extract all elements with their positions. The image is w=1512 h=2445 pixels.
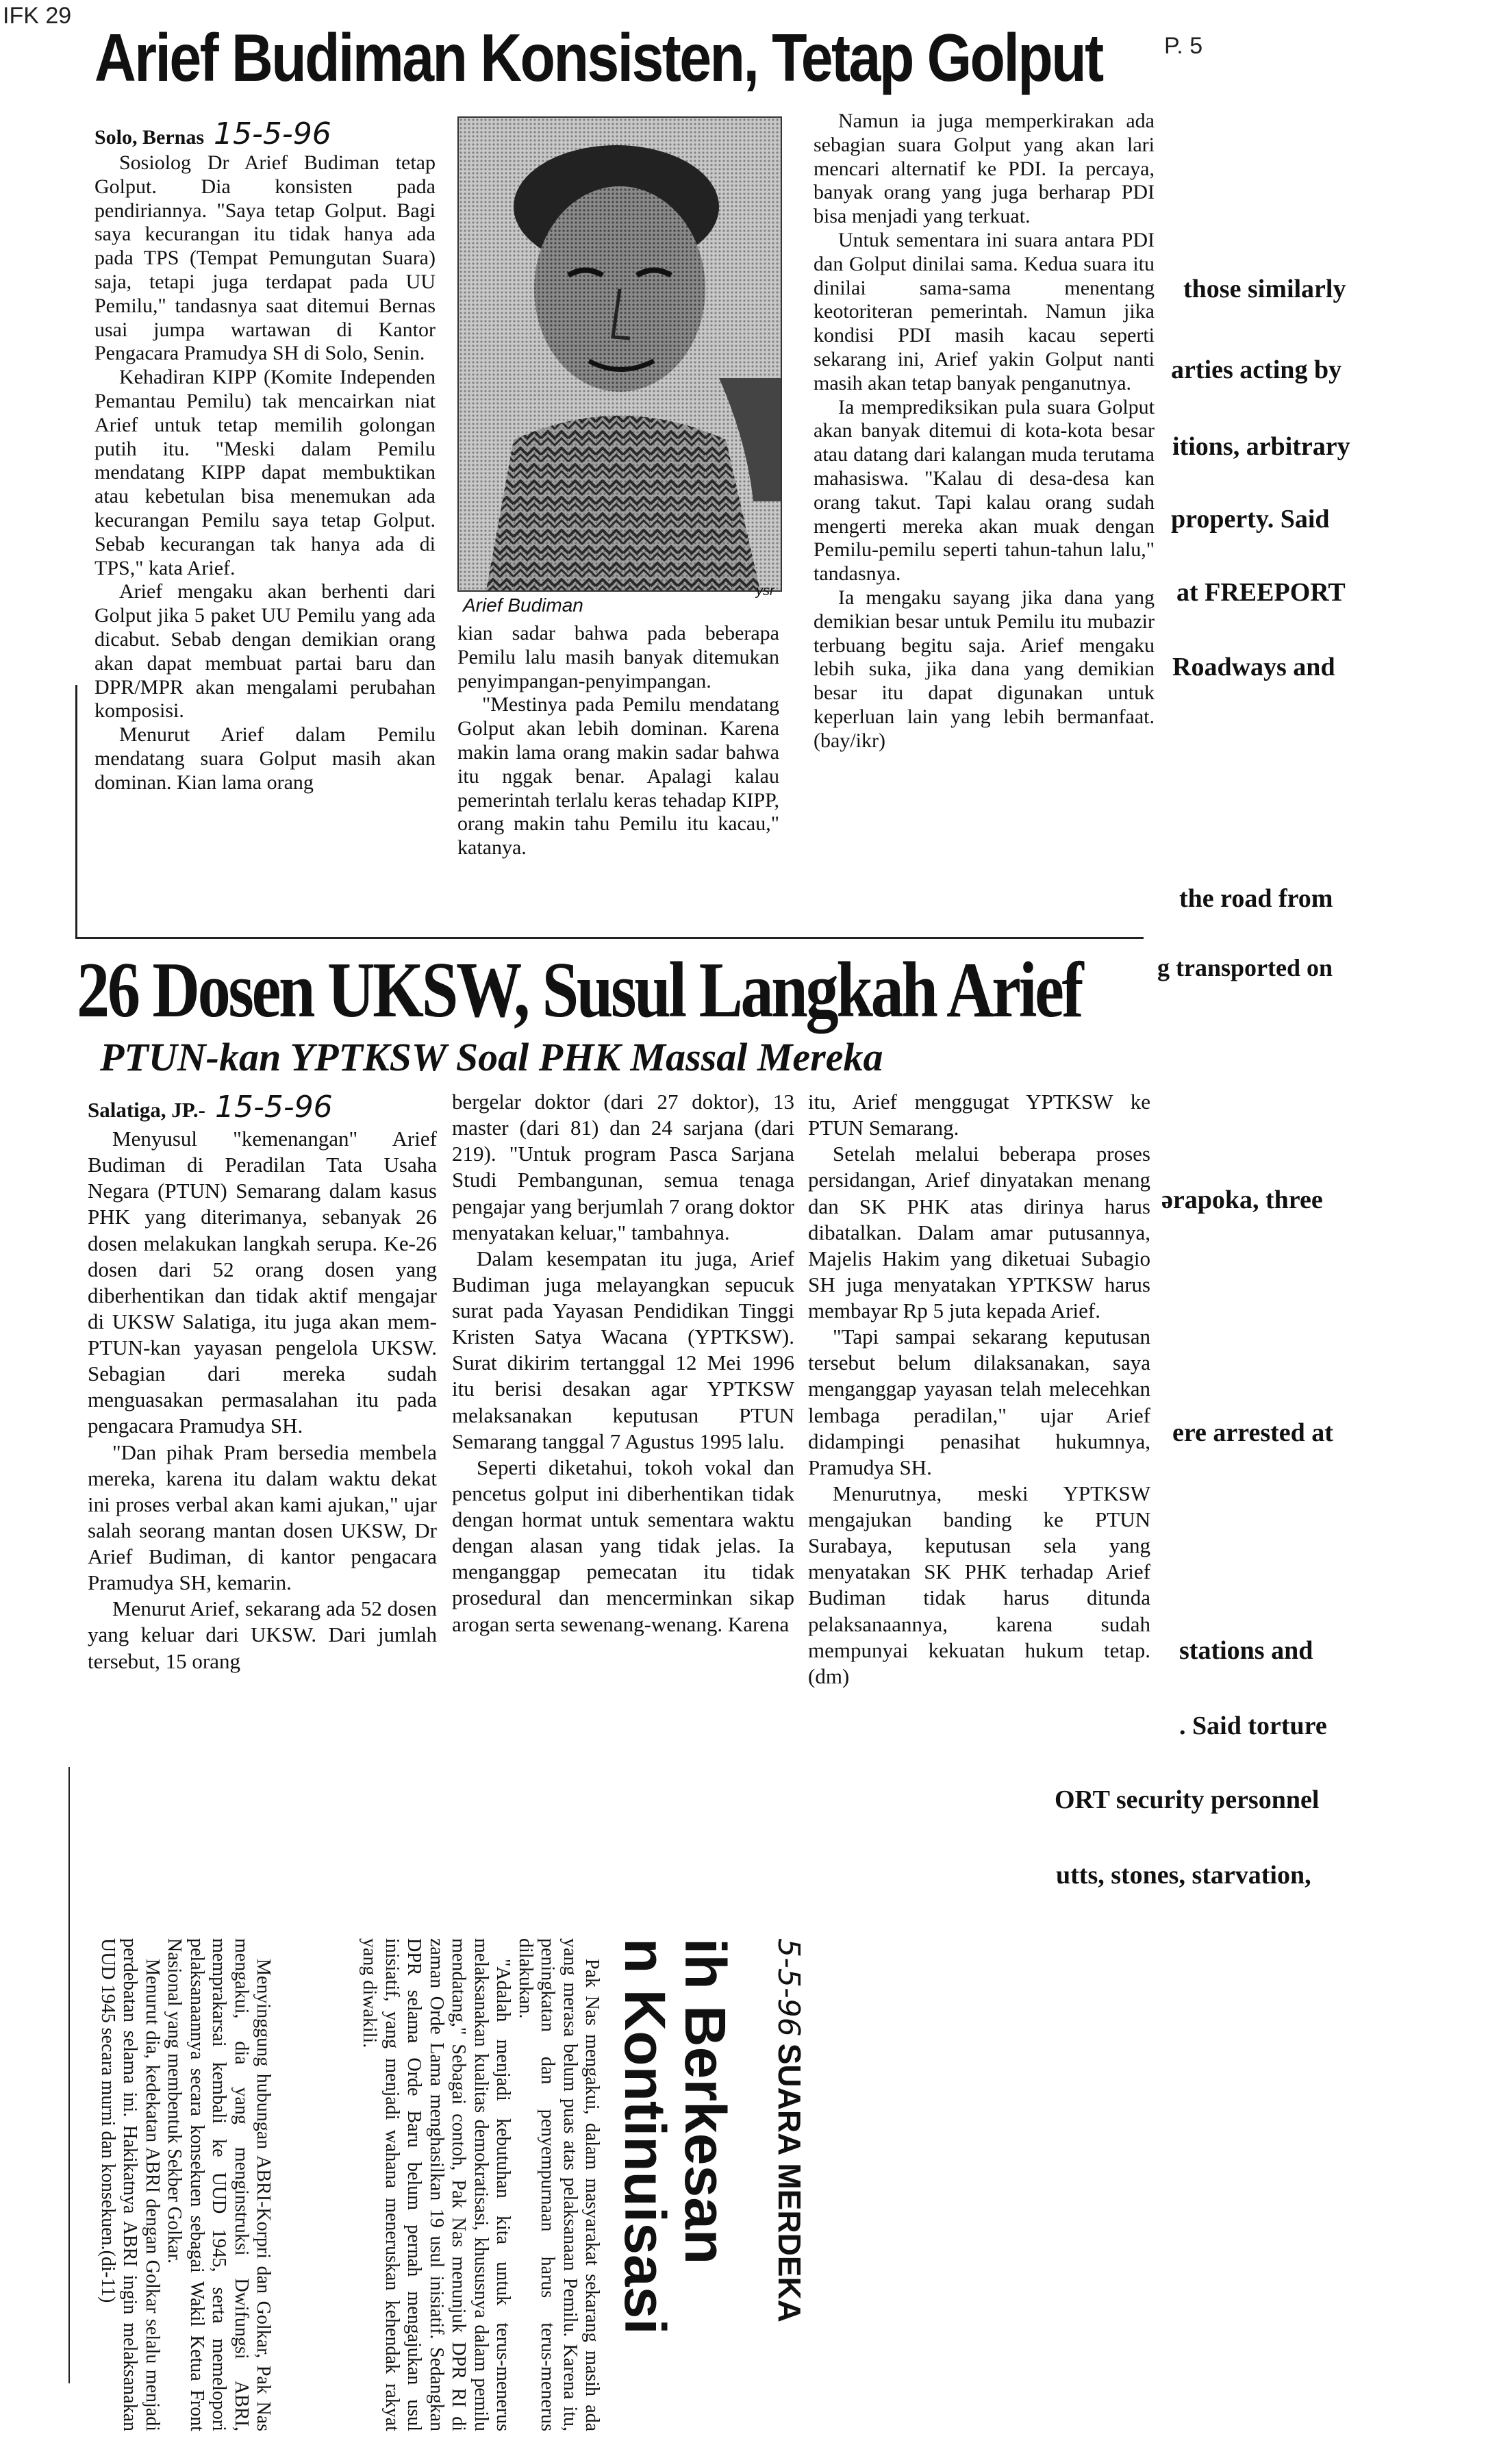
right-fragment: . Said torture [1179, 1712, 1327, 1740]
archive-mark: IFK 29 [3, 3, 72, 29]
paragraph: itu, Arief menggugat YPTKSW ke PTUN Semarang. [808, 1090, 1150, 1140]
article1-col3 [814, 110, 1155, 753]
paragraph: Seperti diketahui, tokoh vokal dan pencetus golput ini diberhentikan tidak dengan hormat untuk sementara waktu dengan alasan yang tidak jelas. Ia menganggap pemecatan itu tidak prosedural dan mencerminkan sikap arogan serta sewenang-wenang. Karena [452, 1455, 794, 1636]
paragraph: Ia memprediksikan pula suara Golput akan banyak ditemui di kota-kota besar atau datang dari kalangan muda terutama mahasiswa. "Kalau di desa-desa kan orang takut. Tapi kalau orang sudah mengerti mereka akan muak dengan Pemilu-pemilu seperti tahun-tahun lalu," tandasnya. [814, 395, 1155, 586]
article3-headline-fragment: ih Berkesan [673, 1938, 738, 2265]
right-fragment: itions, arbitrary [1172, 432, 1350, 461]
right-fragment: ərapoka, three [1161, 1186, 1323, 1214]
page-mark: P. 5 [1164, 33, 1203, 59]
right-fragment: ORT security personnel [1055, 1785, 1320, 1814]
article2-col2 [452, 1089, 794, 1638]
paragraph: Dalam kesempatan itu juga, Arief Budiman juga melayangkan sepucuk surat pada Yayasan Pendidikan Tinggi Kristen Satya Wacana (YPTKSW). Surat dikirim tertanggal 12 Mei 1996 itu berisi desakan agar YPTKSW melaksanakan keputusan PTUN Semarang tanggal 7 Agustus 1995 lalu. [452, 1246, 794, 1453]
right-fragment: utts, stones, starvation, [1056, 1861, 1311, 1890]
paragraph: Untuk sementara ini suara antara PDI dan Golput dinilai sama. Kedua suara itu dinilai sama-sama menentang keotoriteran pemerintah. Namun jika kondisi PDI masih kacau seperti sekarang ini, Arief yakin Golput nanti masih akan tetap banyak penganutnya. [814, 228, 1155, 394]
article2-handwritten-date: 15-5-96 [214, 1090, 333, 1125]
paragraph: Kehadiran KIPP (Komite Independen Pemantau Pemilu) tak mencairkan niat Arief untuk tetap memilih golongan putih itu. "Meski dalam Pemilu mendatang KIPP dapat membuktikan atau kebetulan bisa menemukan ada kecurangan Pemilu saya tetap Golput. Sebab kecurangan tak hanya ada di TPS," kata Arief. [94, 366, 436, 579]
article2-headline: 26 Dosen UKSW, Susul Langkah Arief [77, 946, 1082, 1034]
column-rule [75, 685, 77, 938]
paragraph: "Tapi sampai sekarang keputusan tersebut belum dilaksanakan, saya menganggap yayasan telah melecehkan lembaga peradilan," ujar Arief didampingi penasihat hukumnya, Pramudya SH. [808, 1325, 1150, 1479]
right-fragment: Roadways and [1172, 653, 1335, 681]
right-fragment: the road from [1179, 884, 1333, 913]
article2-subheadline: PTUN-kan YPTKSW Soal PHK Massal Mereka [100, 1035, 883, 1079]
paragraph: Ia mengaku sayang jika dana yang demikian besar untuk Pemilu itu mubazir terbuang begitu saja. Arief mengaku lebih suka, jika dana yang demikian besar itu dapat digunakan untuk keperluan lain yang lebih bermanfaat. (bay/ikr) [814, 586, 1155, 752]
paragraph: kian sadar bahwa pada beberapa Pemilu lalu masih banyak ditemukan penyimpangan-penyimpangan. [457, 622, 779, 692]
paragraph: Menurut dia, kedekatan ABRI dengan Golkar selalu menjadi perdebatan selama ini. Hakikatnya ABRI ingin melaksanakan UUD 1945 secara murni dan konsekuen.(di-11) [97, 1938, 163, 2431]
article1-photo [457, 116, 782, 592]
paragraph: Setelah melalui beberapa proses persidangan, Arief dinyatakan menang dan SK PHK atas dirinya harus dibatalkan. Dalam amar putusannya, Majelis Hakim yang diketuai Subagio SH juga menyatakan YPTKSW harus membayar Rp 5 juta kepada Arief. [808, 1142, 1150, 1322]
right-fragment: property. Said [1171, 505, 1330, 534]
paragraph: "Adalah menjadi kebutuhan kita untuk terus-menerus melaksanakan kualitas demokratisasi, khususnya dalam pemilu mendatang," Sebagai contoh, Pak Nas menunjuk DPR RI di zaman Orde Lama menghasilkan 19 usul inisiatif. Sedangkan DPR selama Orde Baru belum pernah mengajukan usul inisiatif, yang menjadi wahana meneruskan kehendak rakyat yang diwakili. [359, 1938, 514, 2431]
paragraph: Menurutnya, meski YPTKSW mengajukan banding ke PTUN Surabaya, keputusan sela yang menyatakan SK PHK terhadap Arief Budiman tidak harus ditunda pelaksanaannya, karena sudah mempunyai kekuatan hukum tetap. (dm) [808, 1481, 1150, 1688]
right-fragment: those similarly [1183, 275, 1346, 303]
article1-headline: Arief Budiman Konsisten, Tetap Golput [94, 20, 1102, 95]
article1-handwritten-date: 15-5-96 [214, 116, 331, 151]
paragraph: Namun ia juga memperkirakan ada sebagian suara Golput yang akan lari mencari alternatif ke PDI. Ia percaya, banyak orang yang juga berharap PDI bisa menjadi yang terkuat. [814, 110, 1155, 228]
article3-handwritten-date: 5-5-96 [771, 1938, 806, 2037]
article1-col1 [94, 116, 436, 795]
paragraph: Menurut Arief dalam Pemilu mendatang suara Golput masih akan dominan. Kian lama orang [94, 723, 436, 794]
article-divider [75, 937, 1144, 939]
paragraph: "Mestinya pada Pemilu mendatang Golput akan lebih dominan. Karena makin lama orang makin sadar bahwa itu nggak benar. Apalagi kalau pemerintah terlalu keras tehadap KIPP, orang makin tahu Pemilu itu kacau," katanya. [457, 693, 779, 860]
paragraph: Menurut Arief, sekarang ada 52 dosen yang keluar dari UKSW. Dari jumlah tersebut, 15 orang [88, 1596, 437, 1673]
right-fragment: g transported on [1157, 954, 1333, 981]
photo-caption: Arief Budiman [463, 594, 583, 616]
article2-col1 [88, 1089, 437, 1675]
right-fragment: at FREEPORT [1176, 578, 1346, 607]
article2-col3 [808, 1089, 1150, 1690]
paragraph: Pak Nas mengakui, dalam masyarakat sekarang masih ada yang merasa belum puas atas pelaksanaan Pemilu. Karena itu, peningkatan dan penyempurnaan harus terus-menerus dilakukan. [514, 1938, 603, 2431]
article2-dateline: Salatiga, JP.- [88, 1098, 205, 1122]
article1-col2 [457, 622, 779, 860]
paragraph: Menyusul "kemenangan" Arief Budiman di Peradilan Tata Usaha Negara (PTUN) Semarang dalam kasus PHK yang diterimanya, sebanyak 26 dosen melakukan langkah serupa. Ke-26 dosen dari 52 orang dosen yang diberhentikan dan tidak aktif mengajar di UKSW Salatiga, itu juga akan mem-PTUN-kan yayasan pengelola UKSW. Sebagian dari mereka sudah menguasakan permasalahan itu pada pengacara Pramudya SH. [88, 1127, 437, 1438]
article3-col2 [96, 1938, 274, 2431]
article3-source: SUARA MERDEKA [772, 2043, 807, 2322]
right-fragment: ere arrested at [1172, 1418, 1333, 1447]
article1-dateline: Solo, Bernas [94, 126, 205, 149]
right-fragment: stations and [1179, 1636, 1313, 1665]
article3-rotated [0, 1938, 808, 2445]
paragraph: Arief mengaku akan berhenti dari Golput jika 5 paket UU Pemilu yang ada dicabut. Sebab dengan demikian orang akan dapat membuat partai baru dan DPR/MPR akan mengalami perubahan komposisi. [94, 580, 436, 723]
photo-credit: ysr [756, 584, 774, 599]
paragraph: Sosiolog Dr Arief Budiman tetap Golput. Dia konsisten pada pendiriannya. "Saya tetap Golput. Bagi saya kecurangan itu tidak hanya ada pada TPS (Tempat Pemungutan Suara) saja, tetapi juga terdapat pada UU Pemilu," tandasnya saat ditemui Bernas usai jumpa wartawan di Kantor Pengacara Pramudya SH di Solo, Senin. [94, 151, 436, 365]
paragraph: Menyinggung hubungan ABRI-Korpri dan Golkar, Pak Nas mengakui, dia yang menginstruksi Dwifungsi ABRI, memprakarsai kembali ke UUD 1945, serta memelopori pelaksanaannya secara konsekuen sebagai Wakil Ketua Front Nasional yang membentuk Sekber Golkar. [164, 1938, 274, 2431]
portrait-image [459, 118, 781, 590]
paragraph: "Dan pihak Pram bersedia membela mereka, karena itu dalam waktu dekat ini proses verbal akan kami ajukan," ujar salah seorang mantan dosen UKSW, Dr Arief Budiman, di kantor pengacara Pramudya SH, kemarin. [88, 1440, 437, 1595]
paragraph: bergelar doktor (dari 27 doktor), 13 master (dari 81) dan 24 sarjana (dari 219). "Untuk program Pasca Sarjana Studi Pembangunan, semua tenaga pengajar yang berjumlah 7 orang doktor menyatakan keluar," tambahnya. [452, 1090, 794, 1244]
right-fragment: arties acting by [1171, 355, 1342, 384]
article3-headline-fragment: n Kontinuisasi [613, 1938, 677, 2335]
article3-col1 [358, 1938, 603, 2431]
